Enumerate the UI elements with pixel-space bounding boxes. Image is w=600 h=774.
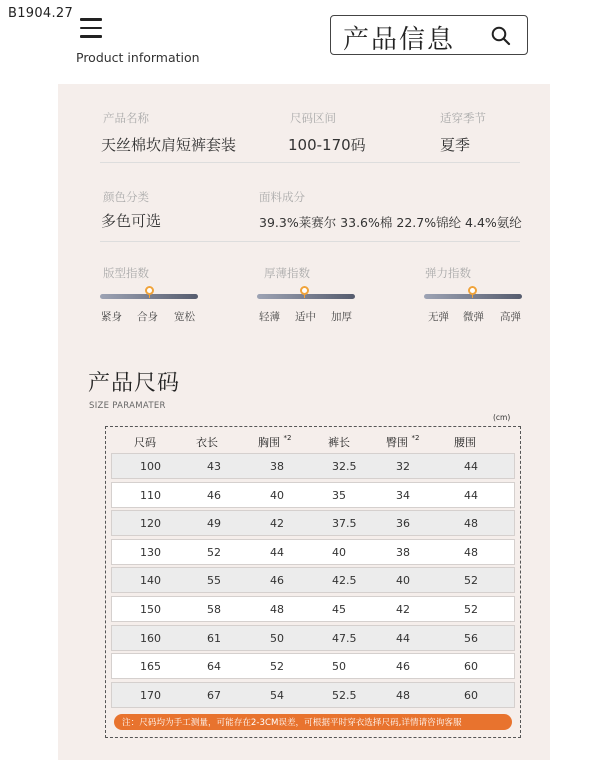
table-row: [111, 625, 515, 651]
multiplier-note: *2: [411, 434, 420, 442]
table-cell: 40: [396, 574, 410, 588]
thickness-index-marker: [300, 286, 309, 295]
table-header-text: 臀围: [386, 436, 408, 449]
name-label: 产品名称: [103, 111, 149, 125]
table-cell: 67: [207, 688, 221, 702]
table-cell: 52: [270, 660, 284, 674]
table-cell: 44: [464, 460, 478, 473]
table-cell: 58: [207, 603, 221, 616]
table-cell: 38: [270, 460, 284, 473]
color-value: 多色可选: [101, 212, 162, 230]
table-cell: 47.5: [332, 631, 357, 645]
table-cell: 49: [207, 517, 221, 531]
table-cell: 50: [332, 660, 346, 674]
page-title: 产品信息: [343, 25, 456, 55]
fit-index-marker: [145, 286, 154, 295]
measurement-note-text: 注：尺码均为手工测量，可能存在2-3CM误差，可根据平时穿衣选择尺码,详情请咨询客服: [122, 718, 462, 728]
table-cell: 44: [464, 488, 478, 502]
table-row: [111, 482, 515, 508]
measurement-note: [114, 714, 512, 730]
multiplier-note: *2: [283, 434, 292, 442]
unit-label: (cm): [493, 413, 511, 422]
table-cell: 130: [140, 545, 161, 559]
season-value: 夏季: [440, 136, 471, 154]
table-cell: 46: [396, 660, 410, 674]
table-cell: 40: [270, 488, 284, 502]
table-cell: 52: [464, 603, 478, 616]
table-cell: 52: [464, 574, 478, 588]
fabric-label: 面料成分: [259, 190, 305, 204]
table-cell: 100: [140, 460, 161, 473]
thickness-index-label: 厚薄指数: [264, 266, 310, 280]
table-row: [111, 510, 515, 536]
fit-tick: 宽松: [174, 311, 195, 323]
title-search-box[interactable]: [330, 15, 528, 55]
divider: [100, 162, 520, 163]
table-cell: 170: [140, 688, 161, 702]
table-cell: 48: [270, 603, 284, 616]
table-cell: 150: [140, 603, 161, 616]
table-cell: 60: [464, 688, 478, 702]
table-cell: 56: [464, 631, 478, 645]
fit-index-label: 版型指数: [103, 266, 149, 280]
fabric-value: 39.3%莱赛尔 33.6%棉 22.7%锦纶 4.4%氨纶: [259, 215, 522, 230]
menu-icon[interactable]: [80, 18, 102, 44]
fit-tick: 紧身: [101, 311, 122, 323]
table-cell: 64: [207, 660, 221, 674]
thickness-tick: 加厚: [331, 311, 352, 323]
size-section-title: 产品尺码: [88, 371, 181, 396]
table-cell: 32: [396, 460, 410, 473]
table-cell: 36: [396, 517, 410, 531]
table-cell: 52: [207, 545, 221, 559]
table-row: [111, 596, 515, 622]
size-range-value: 100-170码: [288, 136, 366, 154]
table-row: [111, 539, 515, 565]
name-value: 天丝棉坎肩短裤套装: [101, 136, 237, 154]
table-cell: 60: [464, 660, 478, 674]
fit-tick: 合身: [137, 311, 158, 323]
thickness-tick: 适中: [295, 311, 316, 323]
table-cell: 42: [270, 517, 284, 531]
size-range-label: 尺码区间: [290, 111, 336, 125]
table-row: [111, 653, 515, 679]
table-cell: 46: [270, 574, 284, 588]
table-cell: 45: [332, 603, 346, 616]
table-cell: 165: [140, 660, 161, 674]
divider: [100, 241, 520, 242]
table-cell: 38: [396, 545, 410, 559]
table-cell: 44: [270, 545, 284, 559]
thickness-tick: 轻薄: [259, 311, 280, 323]
table-cell: 52.5: [332, 688, 357, 702]
table-cell: 54: [270, 688, 284, 702]
stretch-tick: 高弹: [500, 311, 521, 323]
table-cell: 42.5: [332, 574, 357, 588]
table-cell: 42: [396, 603, 410, 616]
table-header: 尺码: [134, 436, 156, 449]
table-header: 腰围: [454, 436, 476, 449]
table-cell: 34: [396, 488, 410, 502]
color-label: 颜色分类: [103, 190, 149, 204]
table-row: [111, 682, 515, 708]
table-row: [111, 453, 515, 479]
product-info-label: Product information: [76, 50, 200, 65]
table-header: 裤长: [328, 436, 350, 449]
table-cell: 48: [464, 517, 478, 531]
table-cell: 48: [464, 545, 478, 559]
table-cell: 40: [332, 545, 346, 559]
table-cell: 46: [207, 488, 221, 502]
table-cell: 43: [207, 460, 221, 473]
table-row: [111, 567, 515, 593]
table-cell: 61: [207, 631, 221, 645]
table-cell: 110: [140, 488, 161, 502]
stretch-index-marker: [468, 286, 477, 295]
season-label: 适穿季节: [440, 111, 486, 125]
table-header: [386, 434, 419, 450]
table-cell: 32.5: [332, 460, 357, 473]
table-cell: 120: [140, 517, 161, 531]
table-header: 衣长: [196, 436, 218, 449]
stretch-tick: 无弹: [428, 311, 449, 323]
product-code: B1904.27: [8, 6, 74, 21]
size-table: [105, 426, 521, 738]
table-cell: 44: [396, 631, 410, 645]
table-cell: 140: [140, 574, 161, 588]
stretch-tick: 微弹: [463, 311, 484, 323]
table-cell: 35: [332, 488, 346, 502]
stretch-index-label: 弹力指数: [425, 266, 471, 280]
table-cell: 55: [207, 574, 221, 588]
table-header: [258, 434, 291, 450]
thickness-index-bar: [257, 294, 355, 299]
table-cell: 160: [140, 631, 161, 645]
size-section-subtitle: SIZE PARAMATER: [89, 401, 166, 411]
table-cell: 37.5: [332, 517, 357, 531]
table-header-text: 胸围: [258, 436, 280, 449]
search-icon[interactable]: [491, 26, 511, 46]
table-cell: 50: [270, 631, 284, 645]
table-cell: 48: [396, 688, 410, 702]
